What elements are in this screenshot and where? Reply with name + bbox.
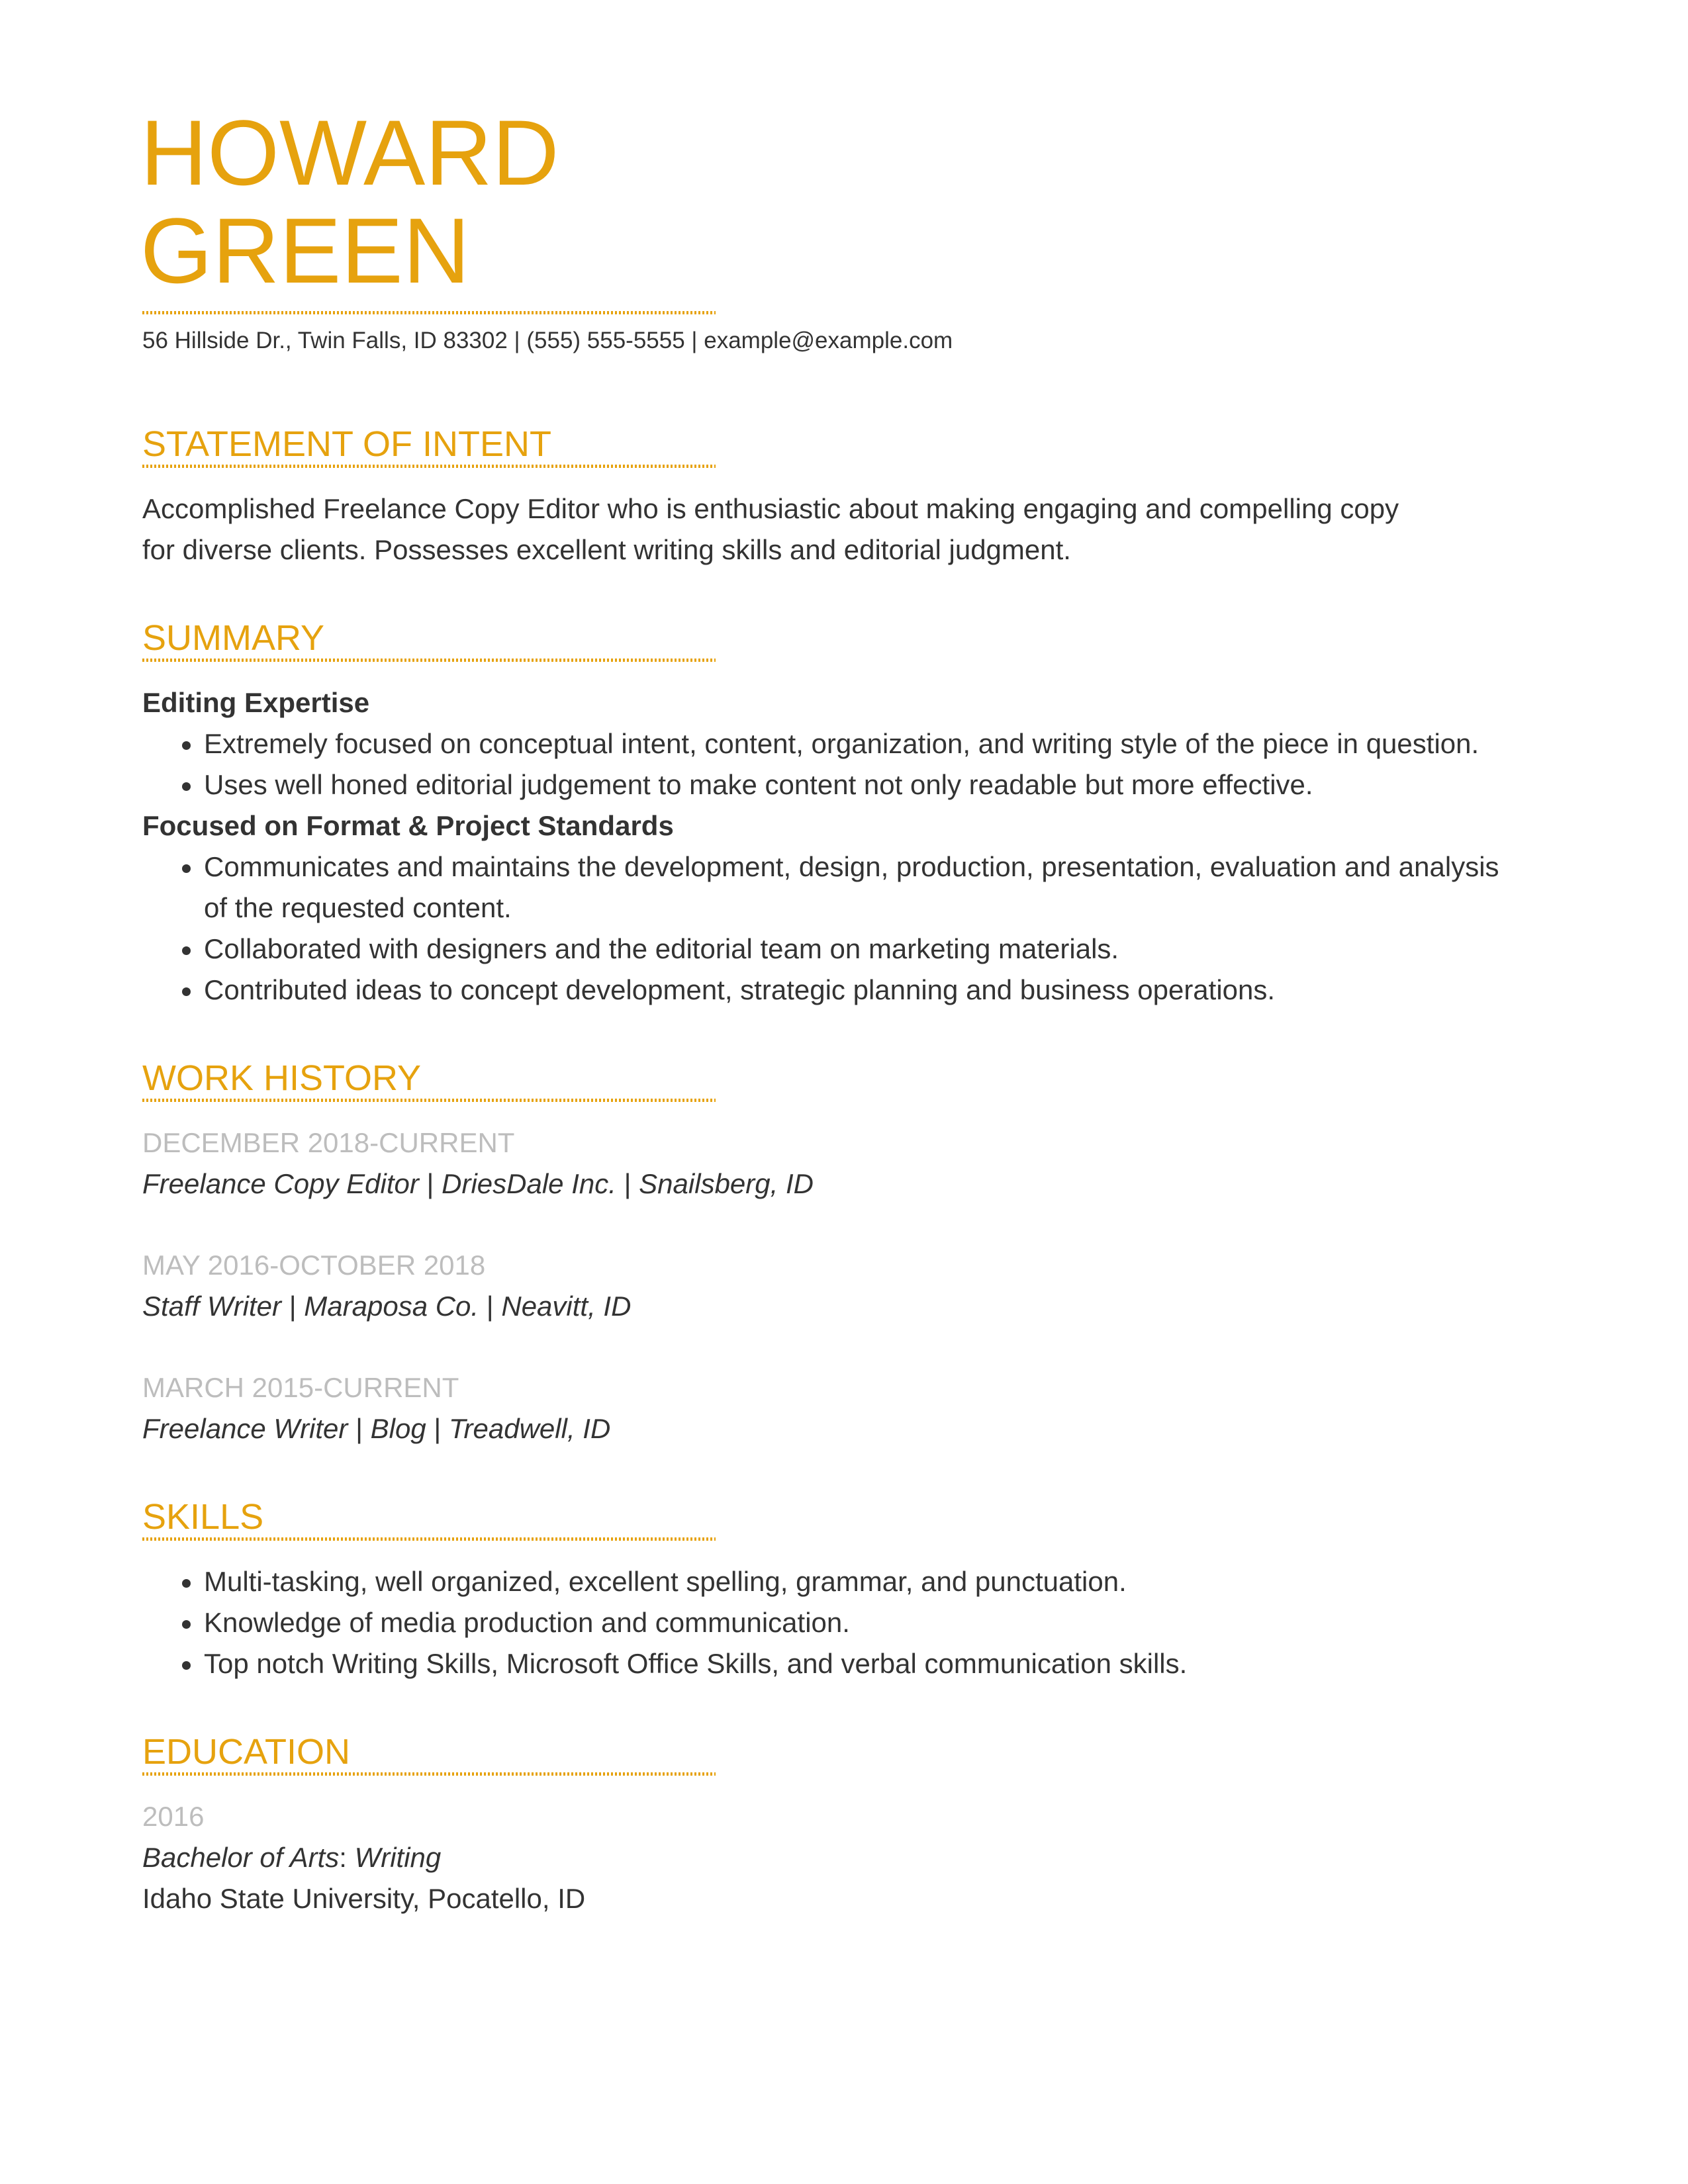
job-title: Staff Writer (142, 1291, 282, 1322)
field-of-study: Writing (354, 1842, 442, 1873)
work-history-section (142, 1058, 1519, 1449)
job-company: Blog (370, 1413, 426, 1444)
education-section (142, 1731, 1519, 1919)
section-title: SKILLS (142, 1497, 264, 1537)
school: Idaho State University, Pocatello, ID (142, 1883, 586, 1914)
job-line (142, 1408, 1519, 1449)
job-dates: DECEMBER 2018-CURRENT (142, 1127, 515, 1158)
resume-body (142, 424, 1519, 1966)
first-name: HOWARD (140, 101, 559, 205)
divider (142, 465, 716, 468)
list-item: Multi-tasking, well organized, excellent spelling, grammar, and punctuation. (204, 1561, 1519, 1602)
list-item: Communicates and maintains the development, design, production, presentation, evaluation and analysis of the requested content. (204, 846, 1519, 929)
job-entry (142, 1122, 1519, 1205)
separator: | (355, 1413, 363, 1444)
list-item: Uses well honed editorial judgement to make content not only readable but more effective. (204, 764, 1519, 805)
statement-section (142, 424, 1519, 570)
summary-subheading: Focused on Format & Project Standards (142, 810, 674, 841)
job-company: Maraposa Co. (304, 1291, 479, 1322)
last-name: GREEN (140, 199, 470, 302)
separator: | (434, 1413, 442, 1444)
list-item: Top notch Writing Skills, Microsoft Office Skills, and verbal communication skills. (204, 1643, 1519, 1684)
degree: Bachelor of Arts (142, 1842, 340, 1873)
job-entry (142, 1367, 1519, 1449)
job-location: Treadwell, ID (449, 1413, 611, 1444)
separator: | (486, 1291, 494, 1322)
bullet-list (142, 1561, 1519, 1684)
list-item: Extremely focused on conceptual intent, content, organization, and writing style of the piece in question. (204, 723, 1519, 764)
job-line (142, 1163, 1519, 1205)
list-item: Contributed ideas to concept development, strategic planning and business operations. (204, 970, 1519, 1011)
list-item: Knowledge of media production and communication. (204, 1602, 1519, 1643)
divider (142, 1099, 716, 1102)
separator: | (289, 1291, 297, 1322)
job-title: Freelance Copy Editor (142, 1168, 419, 1199)
section-title: EDUCATION (142, 1732, 351, 1772)
separator: | (624, 1168, 632, 1199)
divider (142, 1772, 716, 1776)
job-dates: MARCH 2015-CURRENT (142, 1372, 459, 1403)
job-company: DriesDale Inc. (442, 1168, 616, 1199)
job-dates: MAY 2016-OCTOBER 2018 (142, 1250, 486, 1281)
statement-line: for diverse clients. Possesses excellent writing skills and editorial judgment. (142, 534, 1071, 565)
job-entry (142, 1245, 1519, 1327)
section-title: STATEMENT OF INTENT (142, 424, 551, 464)
section-title: SUMMARY (142, 618, 325, 658)
colon: : (339, 1842, 347, 1873)
summary-section (142, 617, 1519, 1011)
contact-info: 56 Hillside Dr., Twin Falls, ID 83302 | (555) 555-5555 | example@example.com (142, 328, 953, 353)
job-location: Snailsberg, ID (639, 1168, 814, 1199)
job-location: Neavitt, ID (501, 1291, 632, 1322)
divider (142, 311, 716, 314)
job-title: Freelance Writer (142, 1413, 348, 1444)
divider (142, 659, 716, 662)
skills-section (142, 1496, 1519, 1684)
statement-line: Accomplished Freelance Copy Editor who is enthusiastic about making engaging and compelling copy (142, 493, 1399, 524)
degree-line (142, 1837, 1519, 1878)
job-line (142, 1286, 1519, 1327)
bullet-list (142, 723, 1519, 805)
summary-subheading: Editing Expertise (142, 687, 370, 718)
separator: | (426, 1168, 434, 1199)
education-year: 2016 (142, 1801, 205, 1832)
section-title: WORK HISTORY (142, 1058, 422, 1098)
divider (142, 1537, 716, 1541)
list-item: Collaborated with designers and the editorial team on marketing materials. (204, 929, 1519, 970)
bullet-list (142, 846, 1519, 1011)
